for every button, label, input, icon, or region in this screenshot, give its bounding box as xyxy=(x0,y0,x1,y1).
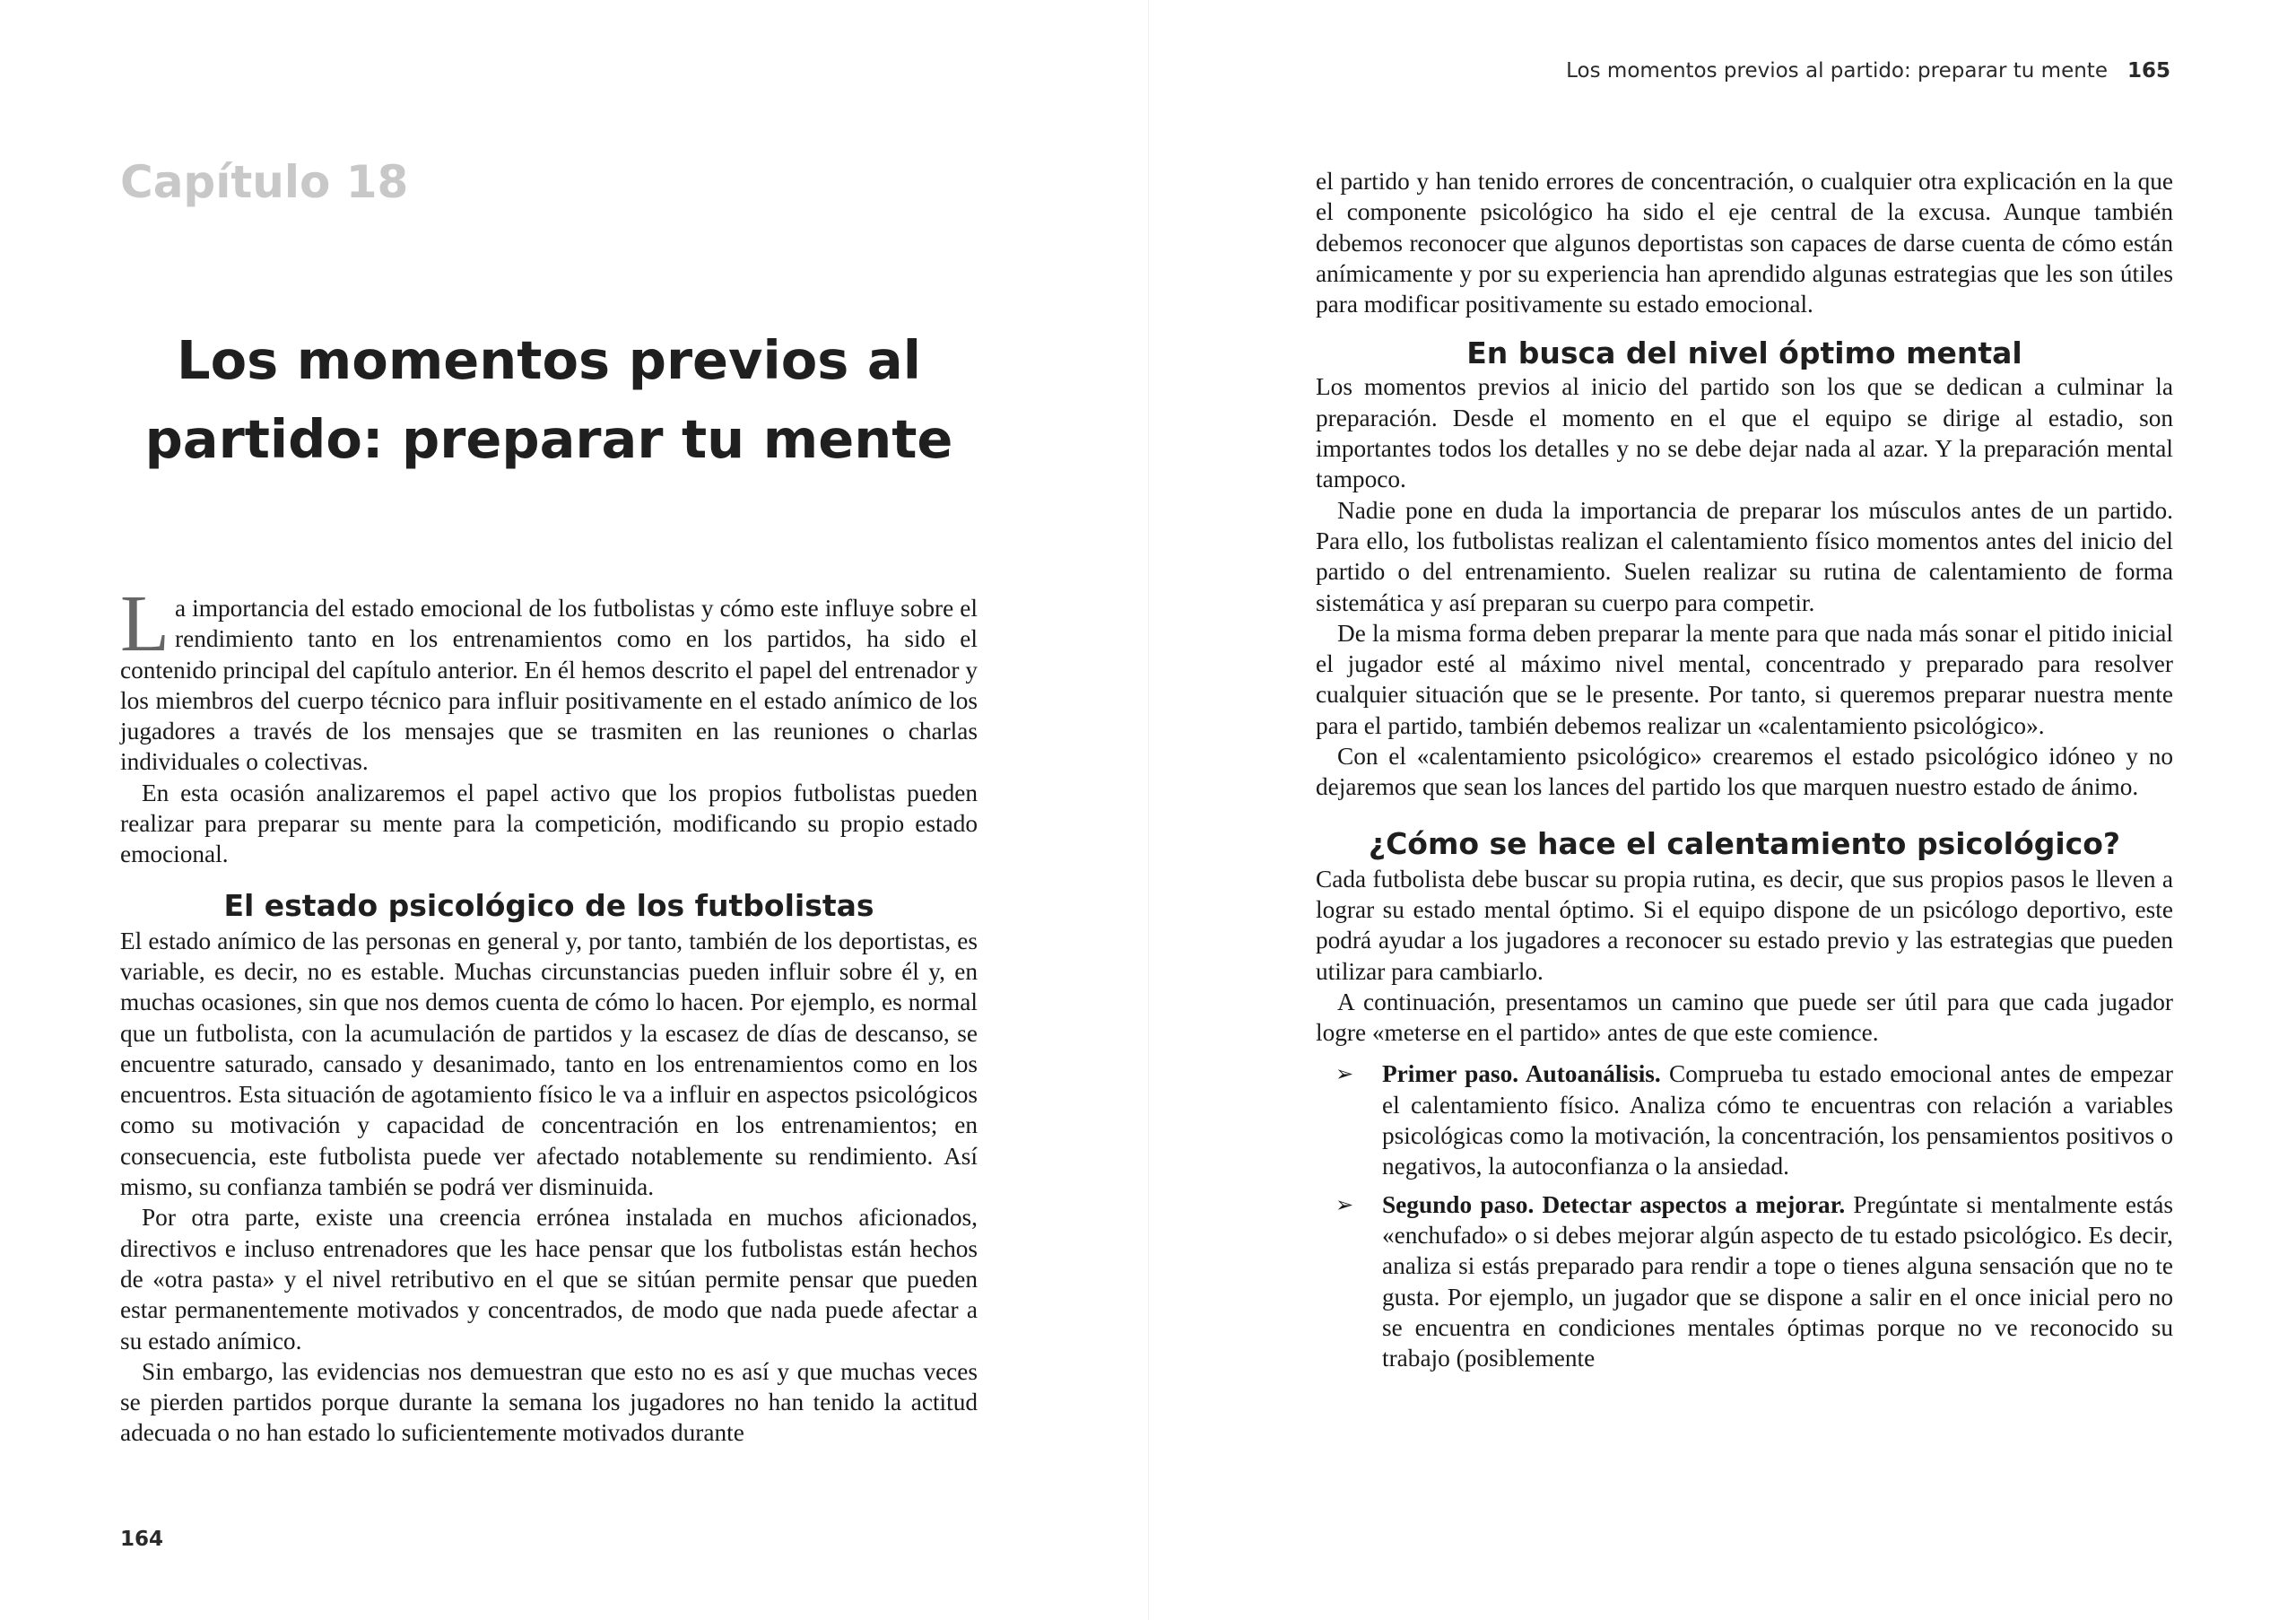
step-title: Primer paso. Autoanálisis. xyxy=(1382,1060,1661,1088)
chapter-title xyxy=(120,321,978,479)
page-number: 164 xyxy=(120,1528,164,1551)
page-number: 165 xyxy=(2126,59,2170,83)
chapter-label: Capítulo 18 xyxy=(120,156,409,208)
paragraph: Con el «calentamiento psicológico» crearemos el estado psicológico idóneo y no dejaremos que sean los lances del partido los que marquen nuestro estado de ánimo. xyxy=(1316,743,2173,801)
paragraph: De la misma forma deben preparar la mente para que nada más sonar el pitido inicial el jugador esté al máximo nivel mental, concentrado y preparado para resolver cualquier situación que se le presente. Por tanto, si queremos preparar nuestra mente para el partido, también debemos realizar un «calentamiento psicológico». xyxy=(1316,619,2173,739)
left-text-column xyxy=(120,579,978,1449)
running-head xyxy=(1566,59,2170,83)
drop-cap: L xyxy=(120,579,170,668)
paragraph: Cada futbolista debe buscar su propia rutina, es decir, que sus propios pasos le lleven a lograr su estado mental óptimo. Si el equipo dispone de un psicólogo deportivo, este podrá ayudar a los jugadores a reconocer su estado previo y las estrategias que pueden utilizar para cambiarlo. xyxy=(1316,865,2173,985)
step-description: Pregúntate si mentalmente estás «enchufado» o si debes mejorar algún aspecto de tu estado psicológico. Es decir, analiza si estás preparado para rendir a tope o tienes alguna sensación que no te gusta. Por ejemplo, un jugador que se dispone a salir en el once inicial pero no se encuentra en condiciones mentales óptimas porque no ve reconocido su trabajo (posiblemente xyxy=(1382,1190,2173,1372)
paragraph: Nadie pone en duda la importancia de preparar los músculos antes de un partido. Para ello, los futbolistas realizan el calentamiento físico momentos antes del inicio del partido o del entrenamiento. Suelen realizar su rutina de calentamiento de forma sistemática y así preparan su cuerpo para competir. xyxy=(1316,496,2173,616)
list-item-text xyxy=(1382,1189,2173,1374)
steps-list xyxy=(1316,1058,2173,1373)
right-text-column xyxy=(1316,166,2173,1380)
paragraph: Los momentos previos al inicio del partido son los que se dedican a culminar la preparación. Desde el momento en el que el equipo se dirige al estadio, son importantes todos los detalles y no se debe dejar nada al azar. Y la preparación mental tampoco. xyxy=(1316,373,2173,493)
paragraph: En esta ocasión analizaremos el papel activo que los propios futbolistas pueden realizar para preparar su mente para la competición, modificando su propio estado emocional. xyxy=(120,779,978,868)
section-heading: El estado psicológico de los futbolistas xyxy=(223,887,874,923)
list-item-text xyxy=(1382,1058,2173,1181)
step-description: Comprueba tu estado emocional antes de empezar el calentamiento físico. Analiza cómo te encuentras con relación a variables psicológicas como la motivación, la concentración, los pensamientos positivos o negativos, la autoconfianza o la ansiedad. xyxy=(1382,1060,2173,1180)
running-head-title: Los momentos previos al partido: preparar tu mente xyxy=(1566,59,2108,83)
arrow-bullet-icon: ➢ xyxy=(1335,1191,1354,1217)
step-title: Segundo paso. Detectar aspectos a mejorar. xyxy=(1382,1190,1846,1218)
list-item xyxy=(1316,1189,2173,1374)
list-item xyxy=(1316,1058,2173,1181)
paragraph: El estado anímico de las personas en general y, por tanto, también de los deportistas, es variable, es decir, no es estable. Muchas circunstancias pueden influir sobre él y, en muchas ocasiones, sin que nos demos cuenta de cómo lo hacen. Por ejemplo, es normal que un futbolista, con la acumulación de partidos y la escasez de días de descanso, se encuentre saturado, cansado y desanimado, tanto en los entrenamientos como en los encuentros. Esta situación de agotamiento físico le va a influir en aspectos psicológicos como su motivación y capacidad de concentración en los entrenamientos; en consecuencia, este futbolista puede ver afectado notablemente su rendimiento. Así mismo, su confianza también se podrá ver disminuida. xyxy=(120,927,978,1201)
intro-paragraph xyxy=(120,579,978,778)
section-heading: ¿Cómo se hace el calentamiento psicológico? xyxy=(1368,825,2121,861)
section-heading: En busca del nivel óptimo mental xyxy=(1466,335,2022,371)
intro-paragraph-text: a importancia del estado emocional de los futbolistas y cómo este influye sobre el rendimiento tanto en los entrenamientos como en los partidos, ha sido el contenido principal del capítulo anterior. En él hemos descrito el papel del entrenador y los miembros del cuerpo técnico para influir positivamente en el estado anímico de los jugadores a través de los mensajes que se trasmiten en las reuniones o charlas individuales o colectivas. xyxy=(120,595,978,776)
paragraph: A continuación, presentamos un camino que puede ser útil para que cada jugador logre «meterse en el partido» antes de que este comience. xyxy=(1316,988,2173,1047)
paragraph: Por otra parte, existe una creencia errónea instalada en muchos aficionados, directivos e incluso entrenadores que les hace pensar que los futbolistas están hechos de «otra pasta» y el nivel retributivo en el que se sitúan permite pensar que pueden estar permanentemente motivados y concentrados, de modo que nada puede afectar a su estado anímico. xyxy=(120,1204,978,1354)
arrow-bullet-icon: ➢ xyxy=(1335,1061,1354,1087)
paragraph: el partido y han tenido errores de concentración, o cualquier otra explicación en la que el componente psicológico ha sido el eje central de la excusa. Aunque también debemos reconocer que algunos deportistas son capaces de darse cuenta de cómo están anímicamente y por su experiencia han aprendido algunas estrategias que les son útiles para modificar positivamente su estado emocional. xyxy=(1316,168,2173,318)
chapter-title-line-2: partido: preparar tu mente xyxy=(144,408,953,470)
chapter-title-line-1: Los momentos previos al xyxy=(177,329,921,391)
paragraph: Sin embargo, las evidencias nos demuestran que esto no es así y que muchas veces se pierden partidos porque durante la semana los jugadores no han tenido la actitud adecuada o no han estado lo suficientemente motivados durante xyxy=(120,1357,978,1447)
